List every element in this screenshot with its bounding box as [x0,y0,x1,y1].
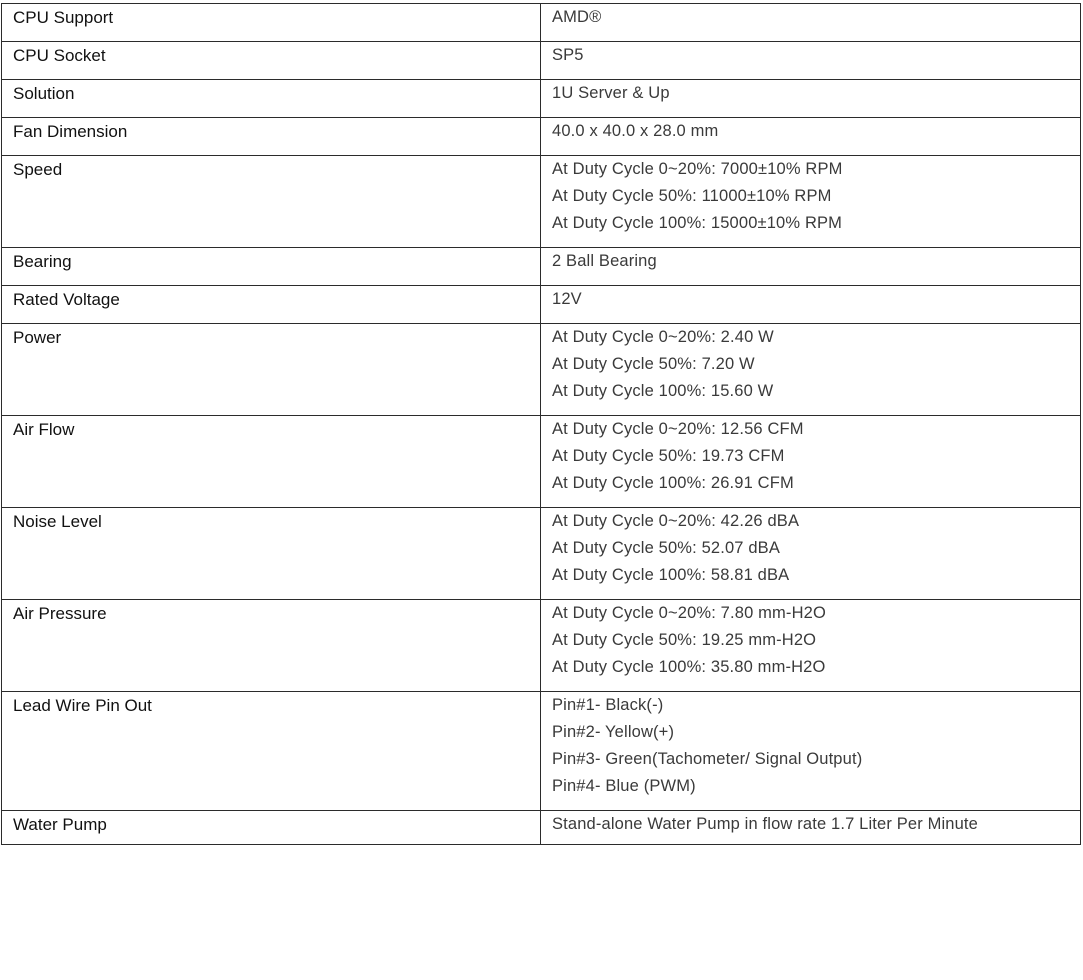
value-line: At Duty Cycle 50%: 19.25 mm-H2O [552,631,817,649]
row-cpu-socket [2,42,1081,80]
row-label: Rated Voltage [2,286,541,324]
row-label: CPU Support [2,4,541,42]
value-line: At Duty Cycle 100%: 15.60 W [552,382,774,400]
value-line: 1U Server & Up [552,84,670,102]
row-value [541,42,1081,80]
row-label: Power [2,324,541,416]
value-line: At Duty Cycle 50%: 52.07 dBA [552,539,780,557]
value-line: 40.0 x 40.0 x 28.0 mm [552,122,719,140]
row-noise-level [2,508,1081,600]
row-value [541,416,1081,508]
row-value [541,80,1081,118]
row-label: Speed [2,156,541,248]
row-value [541,811,1081,845]
spec-table [1,3,1081,845]
row-fan-dimension [2,118,1081,156]
row-label: Fan Dimension [2,118,541,156]
value-line: At Duty Cycle 100%: 35.80 mm-H2O [552,658,826,676]
row-value [541,508,1081,600]
row-power [2,324,1081,416]
row-value [541,118,1081,156]
value-line: At Duty Cycle 100%: 15000±10% RPM [552,214,843,232]
value-line: At Duty Cycle 0~20%: 7.80 mm-H2O [552,604,826,622]
value-line: SP5 [552,46,584,64]
value-line: At Duty Cycle 50%: 11000±10% RPM [552,187,832,205]
row-value [541,286,1081,324]
row-value [541,600,1081,692]
value-line: Pin#1- Black(-) [552,696,664,714]
value-line: At Duty Cycle 100%: 26.91 CFM [552,474,794,492]
row-air-pressure [2,600,1081,692]
value-line: Pin#2- Yellow(+) [552,723,675,741]
row-solution [2,80,1081,118]
value-line: At Duty Cycle 0~20%: 12.56 CFM [552,420,804,438]
row-value [541,324,1081,416]
row-value [541,692,1081,811]
row-bearing [2,248,1081,286]
value-line: At Duty Cycle 50%: 19.73 CFM [552,447,785,465]
value-line: At Duty Cycle 0~20%: 42.26 dBA [552,512,800,530]
value-line: Stand-alone Water Pump in flow rate 1.7 Liter Per Minute [552,815,978,833]
value-line: At Duty Cycle 50%: 7.20 W [552,355,755,373]
value-line: At Duty Cycle 0~20%: 2.40 W [552,328,774,346]
value-line: At Duty Cycle 0~20%: 7000±10% RPM [552,160,843,178]
value-line: 2 Ball Bearing [552,252,657,270]
row-water-pump [2,811,1081,845]
value-line: At Duty Cycle 100%: 58.81 dBA [552,566,790,584]
spec-table-body [2,4,1081,845]
row-label: Air Pressure [2,600,541,692]
row-label: Noise Level [2,508,541,600]
row-lead-wire-pin-out [2,692,1081,811]
row-speed [2,156,1081,248]
row-rated-voltage [2,286,1081,324]
row-label: Solution [2,80,541,118]
row-value [541,156,1081,248]
row-air-flow [2,416,1081,508]
value-line: 12V [552,290,582,308]
row-label: Bearing [2,248,541,286]
value-line: Pin#4- Blue (PWM) [552,777,696,795]
row-cpu-support [2,4,1081,42]
value-line: AMD® [552,8,602,26]
row-value [541,4,1081,42]
row-label: Water Pump [2,811,541,845]
row-value [541,248,1081,286]
value-line: Pin#3- Green(Tachometer/ Signal Output) [552,750,863,768]
row-label: Lead Wire Pin Out [2,692,541,811]
row-label: Air Flow [2,416,541,508]
row-label: CPU Socket [2,42,541,80]
